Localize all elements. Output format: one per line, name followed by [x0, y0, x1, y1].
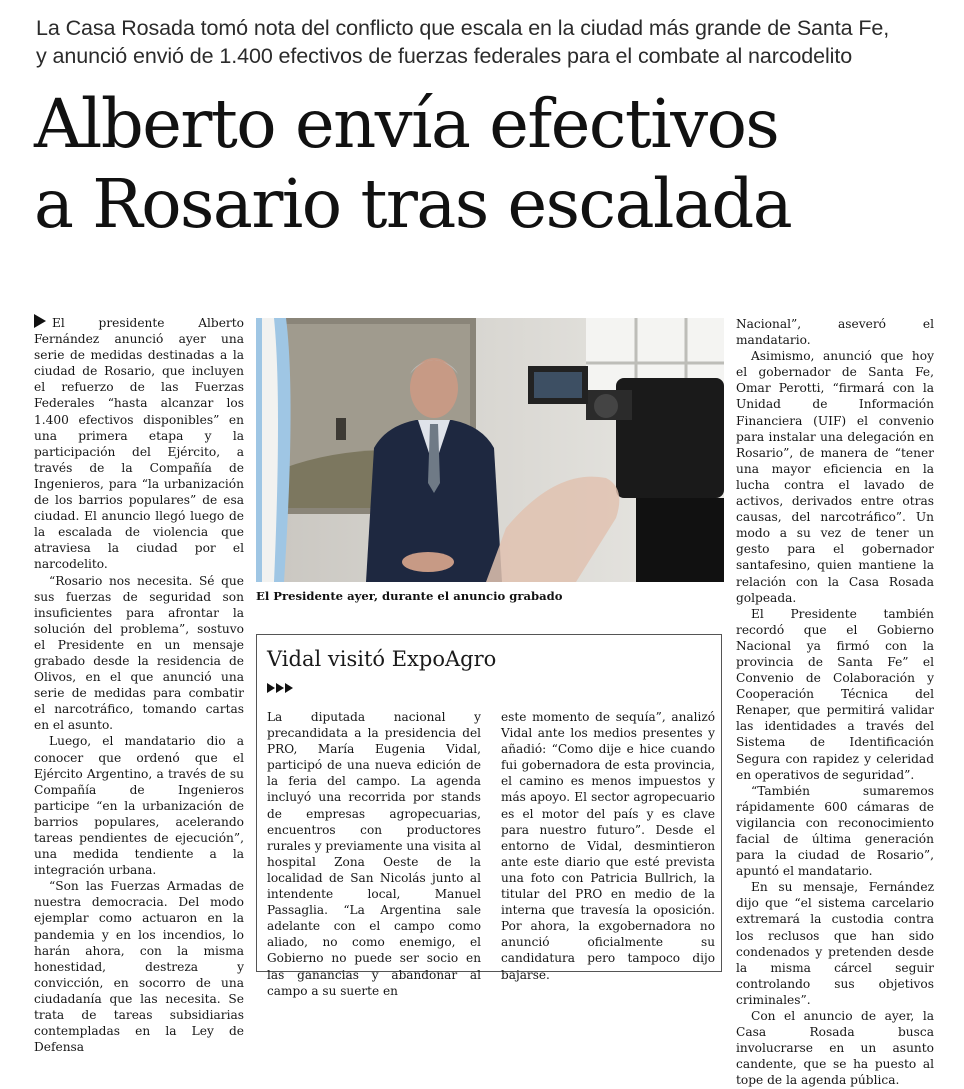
- paragraph-2: “Rosario nos necesita. Sé que sus fuerzas de seguridad son insuficientes para afrontar la solución del problema”, sostuvo el Presidente en un mensaje grabado desde la residencia de Olivos, en el que anunció una serie de medidas para combatir el narcotráfico, tomando cartas en el asunto.: [34, 573, 244, 733]
- article-column-1: [34, 314, 244, 1055]
- col3-paragraph-1: Nacional”, aseveró el mandatario.: [736, 317, 934, 348]
- kicker-line-1: La Casa Rosada tomó nota del conflicto que escala en la ciudad más grande de Santa Fe,: [36, 16, 890, 40]
- col3-paragraph-5: En su mensaje, Fernández dijo que “el sistema carcelario extremará la custodia contra los reclusos que han sido condenados y pretenden desde la misma cárcel seguir controlando sus objetivos criminales”.: [736, 880, 934, 1007]
- sidebar-column-1: [267, 709, 481, 999]
- headline-line-1: Alberto envía efectivos: [34, 85, 779, 163]
- headline-line-2: a Rosario tras escalada: [34, 165, 792, 243]
- col3-paragraph-6: Con el anuncio de ayer, la Casa Rosada busca involucrarse en un asunto candente, que se ha puesto al tope de la agenda pública.: [736, 1009, 934, 1088]
- paragraph-1-text: El presidente Alberto Fernández anunció ayer una serie de medidas destinadas a la ciudad de Rosario, que incluyen el refuerzo de las Fuerzas Federales “hasta alcanzar los 1.400 efectivos disponibles” en una primera etapa y la participación del Ejército, a través de la Compañía de Ingenieros, para “la urbanización de los barrios populares” de esa ciudad. El anuncio llegó luego de la escalada de violencia que atraviesa la ciudad por el narcodelito.: [34, 316, 244, 572]
- col3-paragraph-2: Asimismo, anunció que hoy el gobernador de Santa Fe, Omar Perotti, “firmará con la Unidad de Información Financiera (UIF) el convenio para instalar una delegación en Rosario”, de manera de “tener una mayor eficiencia en la lucha contra el lavado de activos, derivados entre otras causas, del narcotráfico”. Un modo a su vez de tener un gesto para el gobernador santafesino, quien mantiene la relación con la Casa Rosada golpeada.: [736, 349, 934, 605]
- triple-arrow-icon: [267, 683, 293, 693]
- sidebar-column-2: [501, 709, 715, 983]
- article-column-3: [736, 316, 934, 1089]
- sidebar-column-1-text: La diputada nacional y precandidata a la presidencia del PRO, María Eugenia Vidal, participó de una nueva edición de la feria del campo. La agenda incluyó una recorrida por stands de empresas agropecuarias, encuentros con productores rurales y previamente una visita al hospital Zona Oeste de la localidad de San Nicolás junto al intendente local, Manuel Passaglia. “La Argentina sale adelante con el campo como aliado, no como enemigo, el Gobierno no puede ser socio en las ganancias y abandonar al campo a su suerte en: [267, 710, 481, 998]
- kicker-subheadline: [36, 14, 946, 70]
- col3-paragraph-4: “También sumaremos rápidamente 600 cámaras de vigilancia con reconocimiento facial de última generación para la ciudad de Rosario”, apuntó el mandatario.: [736, 783, 934, 879]
- photo-caption: El Presidente ayer, durante el anuncio grabado: [256, 589, 563, 603]
- sidebar-title: Vidal visitó ExpoAgro: [267, 647, 497, 671]
- kicker-line-2: y anunció envió de 1.400 efectivos de fuerzas federales para el combate al narcodelito: [36, 44, 853, 68]
- photo-illustration: [256, 318, 724, 582]
- paragraph-4: “Son las Fuerzas Armadas de nuestra democracia. Del modo ejemplar como actuaron en la pandemia y en los incendios, lo harán ahora, con la misma honestidad, destreza y convicción, en socorro de una ciudadanía que las necesita. Se trata de tareas subsidiarias contempladas en la Ley de Defensa: [34, 879, 244, 1055]
- lead-arrow-icon: [34, 314, 46, 328]
- headline: [34, 84, 934, 244]
- col3-paragraph-3: El Presidente también recordó que el Gobierno Nacional ya firmó con la provincia de Santa Fe” el Convenio de Colaboración y Cooperación Técnica del Renaper, que permitirá validar las identidades a través del Sistema de Identificación Segura con rapidez y celeridad en operativos de seguridad”.: [736, 606, 934, 782]
- sidebar-column-2-text: este momento de sequía”, analizó Vidal ante los medios presentes y añadió: “Como dije e hice cuando fui gobernadora de esta provincia, el camino es menos impuestos y más apoyo. El sector agropecuario es el motor del país y es clave para nuestro futuro”. Desde el entorno de Vidal, desmintieron ante este diario que esté prevista una foto con Patricia Bullrich, la titular del PRO en medio de la interna que travesía la oposición. Por ahora, la exgobernadora no anunció oficialmente su candidatura pero tampoco dijo bajarse.: [501, 710, 715, 982]
- article-photo: [256, 318, 724, 582]
- paragraph-3: Luego, el mandatario dio a conocer que ordenó que el Ejército Argentino, a través de su Compañía de Ingenieros participe “en la urbanización de barrios populares, acelerando tareas pendientes de ejecución”, una medida tendiente a la integración urbana.: [34, 734, 244, 878]
- paragraph-1: [34, 314, 244, 573]
- sidebar-box: [256, 634, 722, 998]
